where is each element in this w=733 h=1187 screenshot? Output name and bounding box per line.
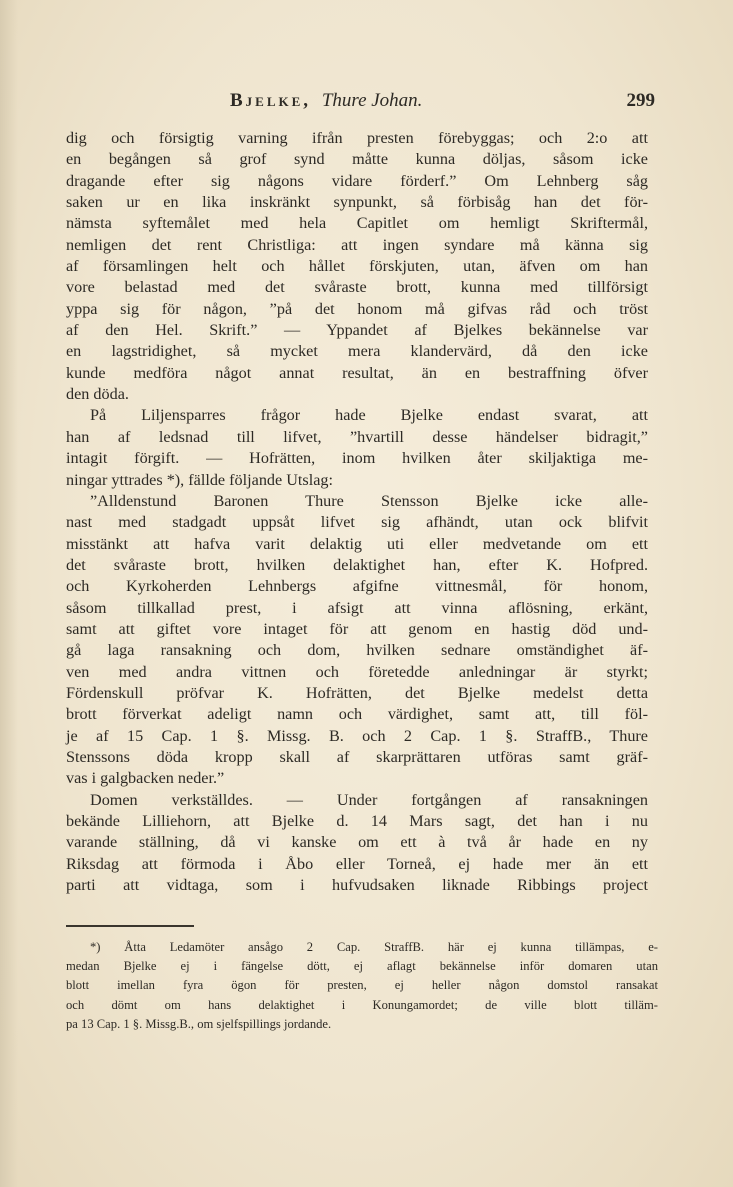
footnote-line: pa 13 Cap. 1 §. Missg.B., om sjelfspillings jordande. (66, 1016, 332, 1031)
text-line: ven med andra vittnen och företedde anledningar är styrkt; (66, 662, 648, 681)
text-line: kunde medföra något annat resultat, än en bestraffning öfver (66, 363, 648, 382)
text-line: je af 15 Cap. 1 §. Missg. B. och 2 Cap. 1 §. StraffB., Thure (66, 726, 648, 745)
text-line: nämsta syftemålet med hela Capitlet om hemligt Skriftermål, (66, 214, 648, 233)
text-line: Domen verkställdes. — Under fortgången af ransakningen (90, 790, 648, 809)
text-line: brott förverkat adeligt namn och värdighet, samt att, till föl- (66, 705, 648, 724)
text-line: Stenssons döda kropp skall af skarprättaren utföras samt gräf- (66, 747, 648, 766)
running-head-given-name: Thure Johan. (321, 90, 423, 111)
text-line: Fördenskull pröfvar K. Hofrätten, det Bjelke medelst detta (66, 683, 648, 702)
text-line: såsom tillkallad prest, i afsigt att vinna aflösning, erkänt, (66, 598, 648, 617)
text-line: intagit förgift. — Hofrätten, inom hvilken åter skiljaktiga me- (66, 449, 648, 468)
text-line: misstänkt att hafva varit delaktig uti eller medvetande om ett (66, 534, 648, 553)
text-line: en lagstridighet, så mycket mera klandervärd, då den icke (66, 342, 648, 361)
text-line: en begången så grof synd måtte kunna döljas, såsom icke (66, 150, 648, 169)
text-line: dragande efter sig någons vidare förderf.” Om Lehnberg såg (66, 171, 648, 190)
text-line: varande ställning, då vi kanske om ett à två år hade en ny (66, 833, 648, 852)
footnote-line: och dömt om hans delaktighet i Konungamordet; de ville blott tilläm- (66, 997, 658, 1012)
text-line: af den Hel. Skrift.” — Yppandet af Bjelkes bekännelse var (66, 321, 648, 340)
running-head-name: Bjelke, (230, 90, 312, 111)
text-line: samt att giftet vore intaget för att genom en hastig död und- (66, 619, 648, 638)
text-line: yppa sig för någon, ”på det honom må gifvas råd och tröst (66, 299, 648, 318)
running-head (230, 88, 422, 114)
text-line: dig och försigtig varning ifrån presten förebyggas; och 2:o att (66, 129, 648, 147)
text-line: nast med stadgadt uppsåt lifvet sig afhändt, utan ock blifvit (66, 513, 648, 532)
text-line: han af ledsnad till lifvet, ”hvartill desse händelser bidragit,” (66, 427, 648, 446)
footnote-line: blott imellan fyra ögon för presten, ej heller någon domstol ransakat (66, 978, 658, 993)
text-line: ”Alldenstund Baronen Thure Stensson Bjelke icke alle- (90, 491, 648, 510)
text-line: nemligen det rent Christliga: att ingen syndare må känna sig (66, 235, 648, 254)
text-line: bekände Lilliehorn, att Bjelke d. 14 Mars sagt, det han i nu (66, 812, 648, 830)
text-line: parti att vidtaga, som i hufvudsaken liknade Ribbings project (66, 876, 648, 895)
body-text (66, 128, 648, 896)
text-line: ningar yttrades *), fällde följande Utslag: (66, 470, 334, 489)
text-line: af församlingen helt och hållet förskjuten, utan, äfven om han (66, 257, 648, 276)
text-line: vas i galgbacken neder.” (66, 769, 225, 788)
text-line: På Liljensparres frågor hade Bjelke endast svarat, att (90, 406, 648, 425)
footnote (66, 938, 658, 1034)
text-line: gå laga ransakning och dom, hvilken sednare omständighet äf- (66, 641, 648, 660)
text-line: och Kyrkoherden Lehnbergs afgifne vittnesmål, för honom, (66, 577, 648, 596)
text-line: saken ur en lika inskränkt synpunkt, så förbisåg han det för- (66, 193, 648, 212)
footnote-line: medan Bjelke ej i fängelse dött, ej aflagt bekännelse inför domaren utan (66, 959, 658, 974)
text-line: den döda. (66, 385, 129, 404)
text-line: Riksdag att förmoda i Åbo eller Torneå, ej hade mer än ett (66, 854, 648, 873)
text-line: vore belastad med det svåraste brott, kunna med tillförsigt (66, 278, 648, 297)
footnote-line: *) Åtta Ledamöter ansågo 2 Cap. StraffB. här ej kunna tillämpas, e- (90, 940, 658, 954)
text-line: det svåraste brott, hvilken delaktighet han, efter K. Hofpred. (66, 555, 648, 574)
page-header (230, 88, 655, 114)
page-number: 299 (626, 90, 655, 111)
page-gutter (0, 0, 18, 1187)
footnote-divider (66, 925, 194, 927)
